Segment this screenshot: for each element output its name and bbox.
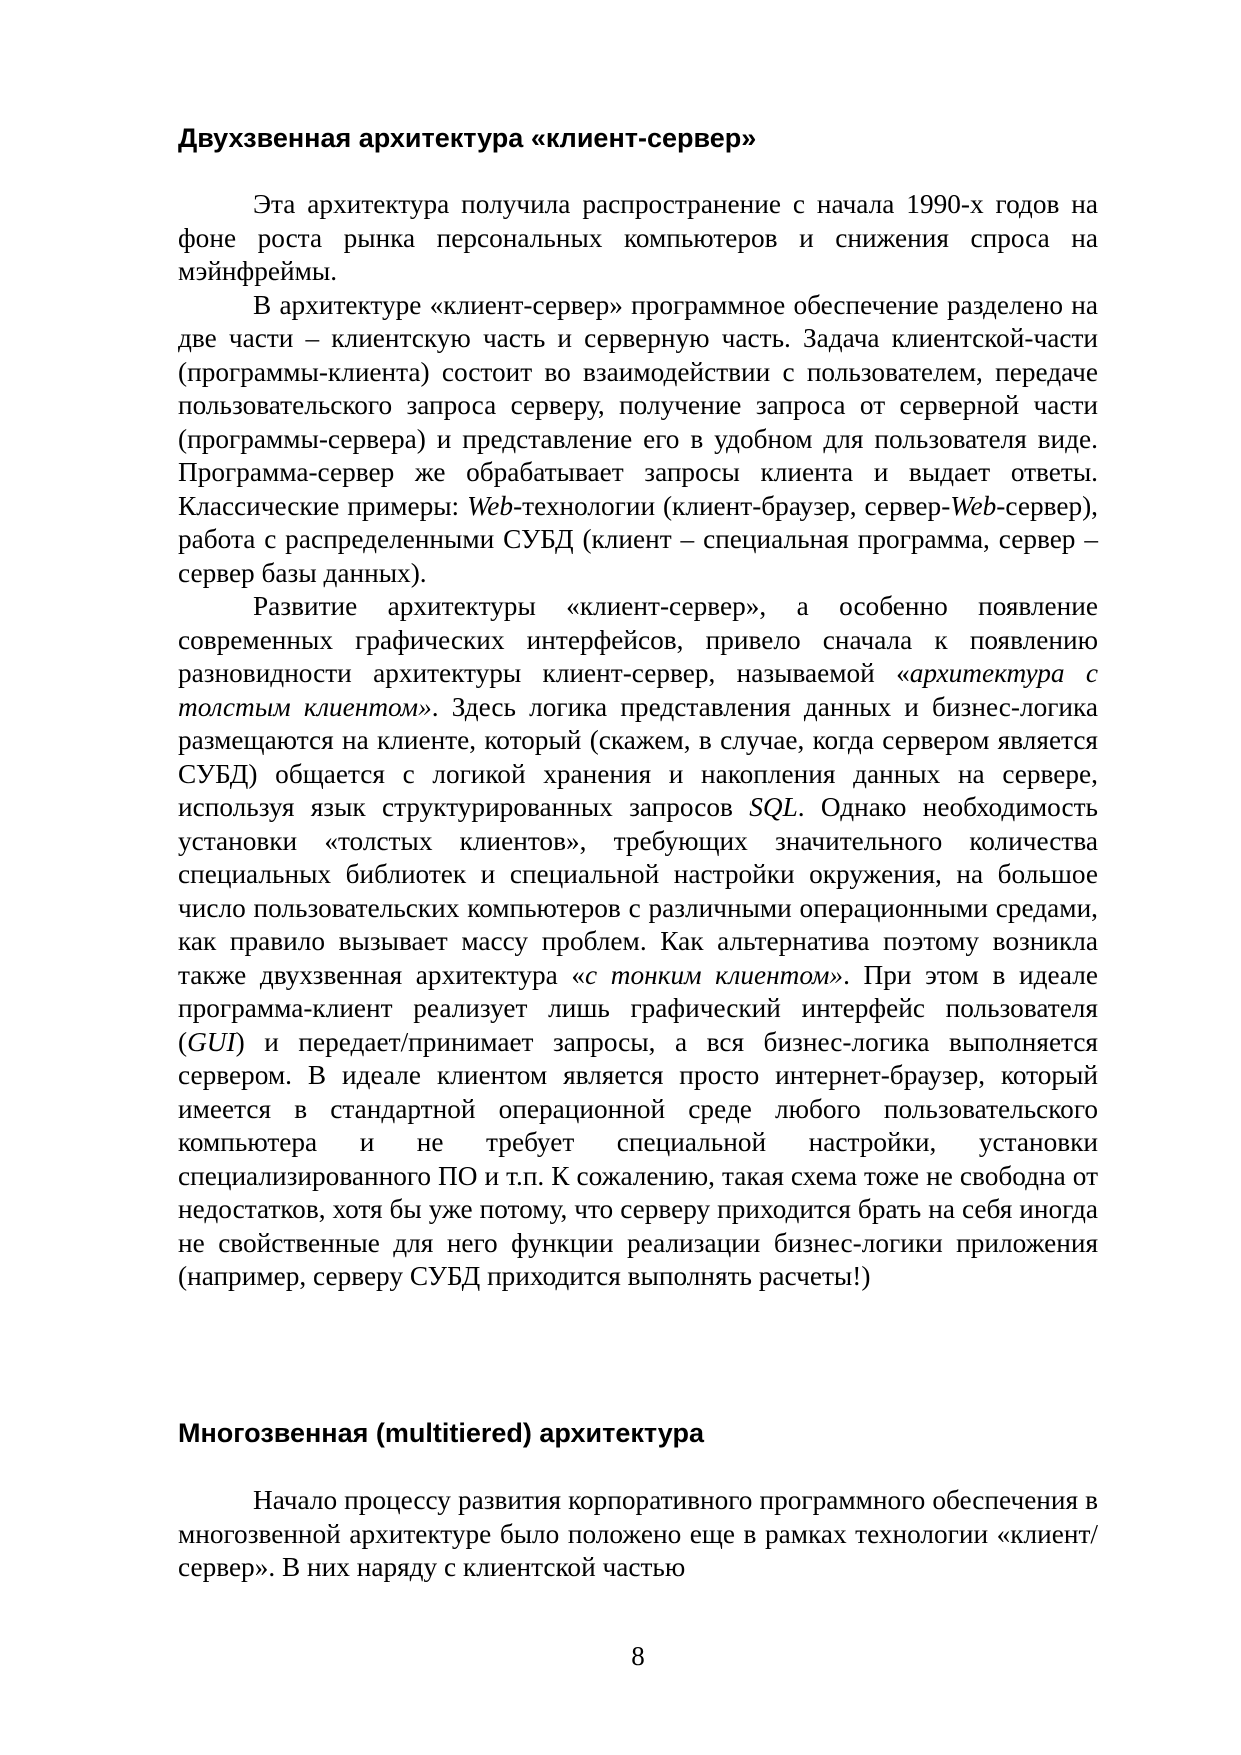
text-run: . Однако необходимость установки «толстых клиентов», требующих значительного количества специальных библиотек и специальной настройки окружения, на большое число пользовательских компьютеров с различными операционными средами, как правило вызывает массу проблем. Как альтернатива поэтому возникла также двухзвенная архитектура « bbox=[178, 792, 1099, 990]
italic-term: GUI bbox=[187, 1026, 236, 1057]
paragraph: Эта архитектура получила распространение с начала 1990-х годов на фоне роста рынка персональных компьютеров и снижения спроса на мэйнфреймы. bbox=[178, 189, 1098, 286]
section-heading-multitiered: Многозвенная (multitiered) архитектура bbox=[178, 1418, 704, 1448]
text-run: В архитектуре «клиент-сервер» программное обеспечение разделено на две части – клиентскую часть и серверную часть. Задача клиентской-части (программы-клиента) состоит во взаимодействии с пользователем, передаче пользовательского запроса серверу, получение запроса от серверной части (программы-сервера) и представление его в удобном для пользователя виде. Программа-сервер же обрабатывает запросы клиента и выдает ответы. Классические примеры: bbox=[178, 289, 1098, 521]
section-heading-two-tier: Двухзвенная архитектура «клиент-сервер» bbox=[178, 123, 757, 153]
italic-term: Web bbox=[950, 490, 997, 521]
paragraph bbox=[178, 289, 1098, 591]
text-run: -сервер), работа с распределенными СУБД (клиент – специальная программа, сервер – сервер базы данных). bbox=[178, 490, 1099, 588]
section-body-two-tier bbox=[178, 188, 1098, 1294]
italic-term: с тонким клиентом» bbox=[585, 959, 844, 990]
page-number: 8 bbox=[631, 1641, 645, 1671]
italic-term: Web bbox=[467, 490, 514, 521]
text-run: . При этом в идеале программа-клиент реализует лишь графический интерфейс пользователя ( bbox=[178, 959, 1098, 1057]
text-run: -технологии (клиент-браузер, сервер- bbox=[513, 490, 951, 521]
section-body-multitiered bbox=[178, 1484, 1098, 1585]
text-run: . Здесь логика представления данных и бизнес-логика размещаются на клиенте, который (скажем, в случае, когда сервером является СУБД) общается с логикой хранения и накопления данных на сервере, используя язык структурированных запросов bbox=[178, 691, 1098, 822]
text-run: ) и передает/принимает запросы, а вся бизнес-логика выполняется сервером. В идеале клиентом является просто интернет-браузер, который имеется в стандартной операционной среде любого пользовательского компьютера и не требует специальной настройки, установки специализированного ПО и т.п. К сожалению, такая схема тоже не свободна от недостатков, хотя бы уже потому, что серверу приходится брать на себя иногда не свойственные для него функции реализации бизнес-логики приложения (например, серверу СУБД приходится выполнять расчеты!) bbox=[178, 1026, 1098, 1291]
italic-term: SQL bbox=[749, 792, 798, 822]
italic-term: архитектура с толстым клиентом» bbox=[178, 658, 1098, 722]
text-run: Развитие архитектуры «клиент-сервер», а особенно появление современных графических интерфейсов, привело сначала к появлению разновидности архитектуры клиент-сервер, называемой « bbox=[178, 591, 1098, 688]
paragraph: Начало процессу развития корпоративного программного обеспечения в многозвенной архитектуре было положено еще в рамках технологии «клиент/сервер». В них наряду с клиентской частью bbox=[178, 1485, 1098, 1582]
paragraph bbox=[178, 590, 1098, 1294]
